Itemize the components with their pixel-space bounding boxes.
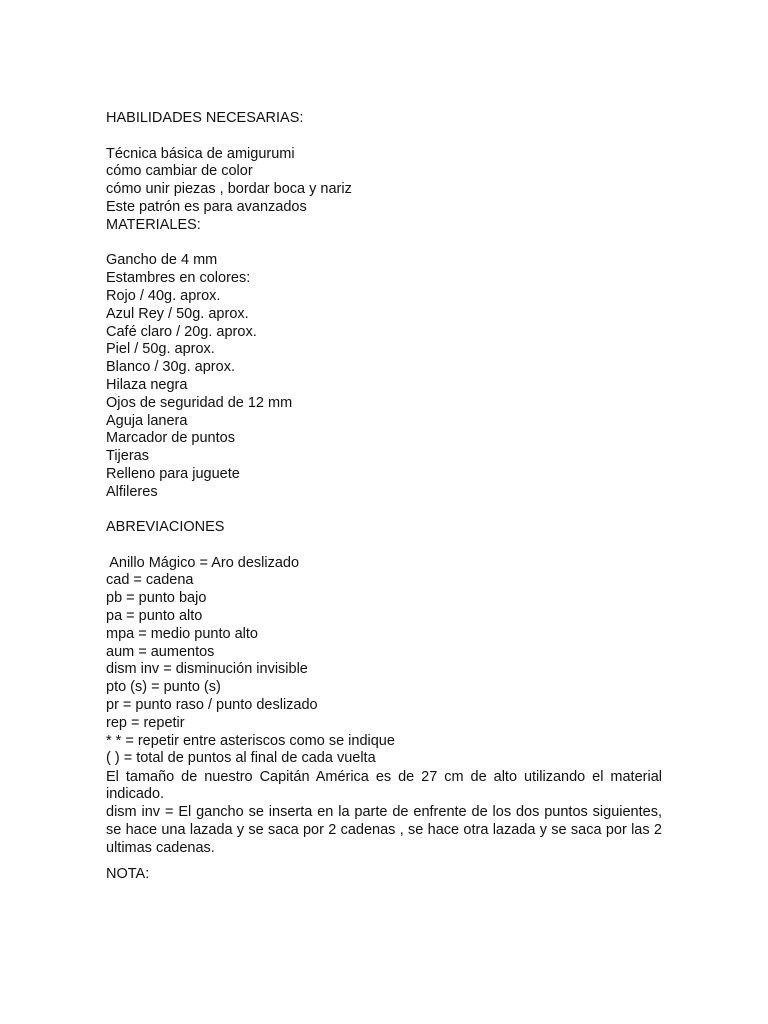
material-item: Aguja lanera — [106, 412, 188, 429]
skills-materials-section — [106, 110, 662, 502]
material-item: Relleno para juguete — [106, 465, 240, 482]
size-note-paragraph: El tamaño de nuestro Capitán América es de 27 cm de alto utilizando el material indicado. — [106, 768, 662, 803]
material-item: Rojo / 40g. aprox. — [106, 287, 221, 304]
material-item: Piel / 50g. aprox. — [106, 341, 215, 358]
material-item: Café claro / 20g. aprox. — [106, 323, 257, 340]
abbreviation-item: pto (s) = punto (s) — [106, 679, 221, 696]
skills-heading: HABILIDADES NECESARIAS: — [106, 110, 304, 126]
abbreviation-item: dism inv = disminución invisible — [106, 661, 308, 678]
abbreviation-item: mpa = medio punto alto — [106, 625, 258, 642]
material-item: Estambres en colores: — [106, 270, 251, 287]
spacer — [106, 537, 662, 555]
skill-item: Este patrón es para avanzados — [106, 198, 307, 215]
abbreviation-item: * * = repetir entre asteriscos como se indique — [106, 732, 395, 749]
abbreviations-section — [106, 519, 662, 768]
dism-inv-definition-paragraph: dism inv = El gancho se inserta en la parte de enfrente de los dos puntos siguientes, se hace una lazada y se saca por 2 cadenas , se hace otra lazada y se saca por las 2 ultimas cadenas. — [106, 804, 662, 856]
abbreviation-item: pb = punto bajo — [106, 590, 207, 607]
note-heading: NOTA: — [106, 866, 150, 882]
spacer — [106, 235, 662, 253]
skill-item: Técnica básica de amigurumi — [106, 145, 295, 162]
abbreviation-item: ( ) = total de puntos al final de cada vuelta — [106, 750, 376, 767]
spacer — [106, 128, 662, 146]
material-item: Tijeras — [106, 448, 149, 465]
abbreviations-heading: ABREVIACIONES — [106, 519, 225, 535]
material-item: Gancho de 4 mm — [106, 252, 218, 269]
skill-item: cómo unir piezas , bordar boca y nariz — [106, 181, 352, 198]
abbreviation-item: pr = punto raso / punto deslizado — [106, 696, 318, 713]
abbreviation-item: aum = aumentos — [106, 643, 215, 660]
material-item: Hilaza negra — [106, 376, 188, 393]
skill-item: cómo cambiar de color — [106, 163, 253, 180]
abbreviation-item: pa = punto alto — [106, 607, 203, 624]
materials-heading: MATERIALES: — [106, 216, 201, 233]
abbreviation-item: cad = cadena — [106, 572, 194, 589]
abbreviation-item: Anillo Mágico = Aro deslizado — [106, 554, 300, 571]
material-item: Marcador de puntos — [106, 430, 235, 447]
material-item: Alfileres — [106, 483, 158, 500]
note-section — [106, 866, 662, 884]
abbreviation-item: rep = repetir — [106, 714, 185, 731]
material-item: Azul Rey / 50g. aprox. — [106, 305, 249, 322]
material-item: Ojos de seguridad de 12 mm — [106, 394, 293, 411]
material-item: Blanco / 30g. aprox. — [106, 359, 235, 376]
